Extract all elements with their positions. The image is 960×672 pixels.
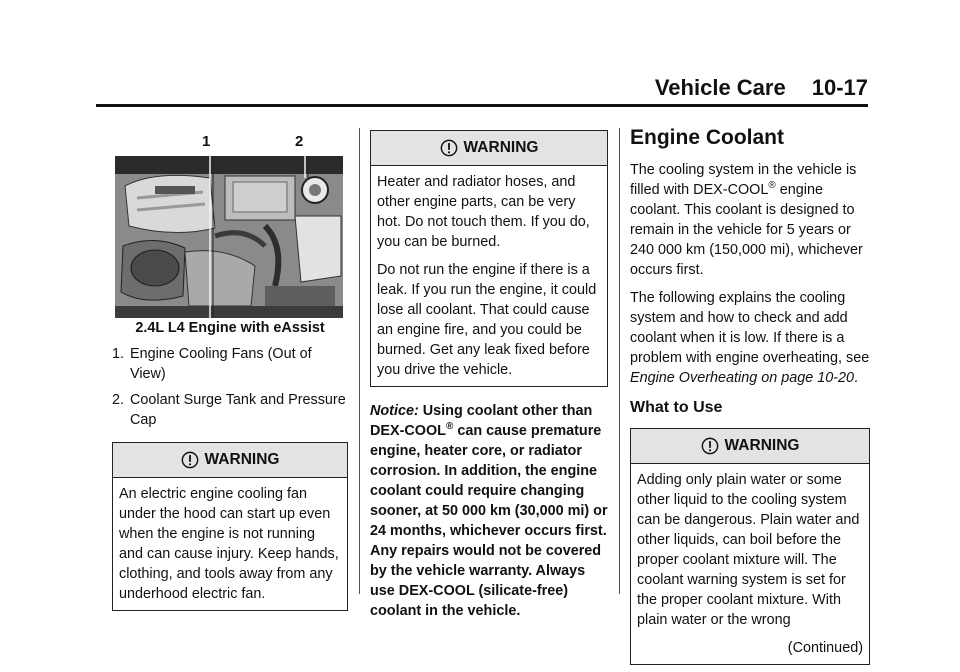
- warning-icon: [701, 437, 719, 455]
- subheading: What to Use: [630, 399, 723, 416]
- list-item: 2. Coolant Surge Tank and Pressure Cap: [112, 392, 346, 428]
- warning-body: An electric engine cooling fan under the hood can start up even when the engine is not running and can cause injury. Keep hands, clothing, and tools away from any underhood electric fan.: [119, 486, 339, 602]
- column-middle: [370, 130, 608, 621]
- warning-body: Heater and radiator hoses, and other engine parts, can be very hot. Do not touch them. If you do, you can be burned. Do not run the engine if there is a leak. If you run the engine, it could lose all coolant. That could cause an engine fire, and you could be burned. Get any leak fixed before you drive the vehicle.: [377, 174, 597, 378]
- warning-icon: [181, 451, 199, 469]
- section-title: Vehicle Care: [654, 75, 786, 100]
- warning-box-fan: [112, 442, 348, 611]
- column-left: [112, 124, 348, 611]
- continued-label: (Continued): [787, 640, 863, 656]
- warning-icon: [440, 139, 458, 157]
- callout-list: [112, 344, 348, 430]
- list-item: 1. Engine Cooling Fans (Out of View): [112, 346, 312, 382]
- header-rule: [96, 104, 868, 107]
- warning-box-water: [630, 428, 870, 665]
- warning-body: Adding only plain water or some other liquid to the cooling system can be dangerous. Plain water and other liquids, can boil before the proper coolant mixture will. The coolant warning system is set for the proper coolant mixture. With plain water or the wrong (Continued): [637, 472, 863, 656]
- page-header: [655, 75, 868, 101]
- figure-caption: 2.4L L4 Engine with eAssist: [135, 320, 325, 336]
- column-divider: [619, 128, 620, 594]
- engine-bay-photo-icon: [115, 156, 343, 318]
- callout-label: 1: [202, 133, 211, 150]
- warning-header: WARNING: [371, 131, 607, 166]
- engine-figure: [112, 124, 344, 312]
- section-heading: Engine Coolant: [630, 126, 784, 149]
- cross-reference-link[interactable]: Engine Overheating on page 10-20: [630, 370, 855, 386]
- column-right: [630, 124, 870, 665]
- warning-box-hoses: [370, 130, 608, 387]
- column-divider: [359, 128, 360, 594]
- page-number: 10-17: [811, 75, 868, 100]
- warning-header: WARNING: [631, 429, 869, 464]
- callout-label: 2: [295, 133, 304, 150]
- notice-paragraph: Notice: Using coolant other than DEX-COOL® can cause premature engine, heater core, or radiator corrosion. In addition, the engine coolant could require changing sooner, at 50 000 km (30,000 mi) or 24 months, whichever occurs first. Any repairs would not be covered by the vehicle warranty. Always use DEX-COOL (silicate-free) coolant in the vehicle.: [370, 403, 608, 619]
- paragraph: The cooling system in the vehicle is filled with DEX-COOL® engine coolant. This coolant is designed to remain in the vehicle for 5 years or 240 000 km (150,000 mi), whichever occurs first.: [630, 162, 863, 278]
- paragraph: The following explains the cooling system and how to check and add coolant when it is low. If there is a problem with engine overheating, see Engine Overheating on page 10-20.: [630, 290, 870, 386]
- warning-header: WARNING: [113, 443, 347, 478]
